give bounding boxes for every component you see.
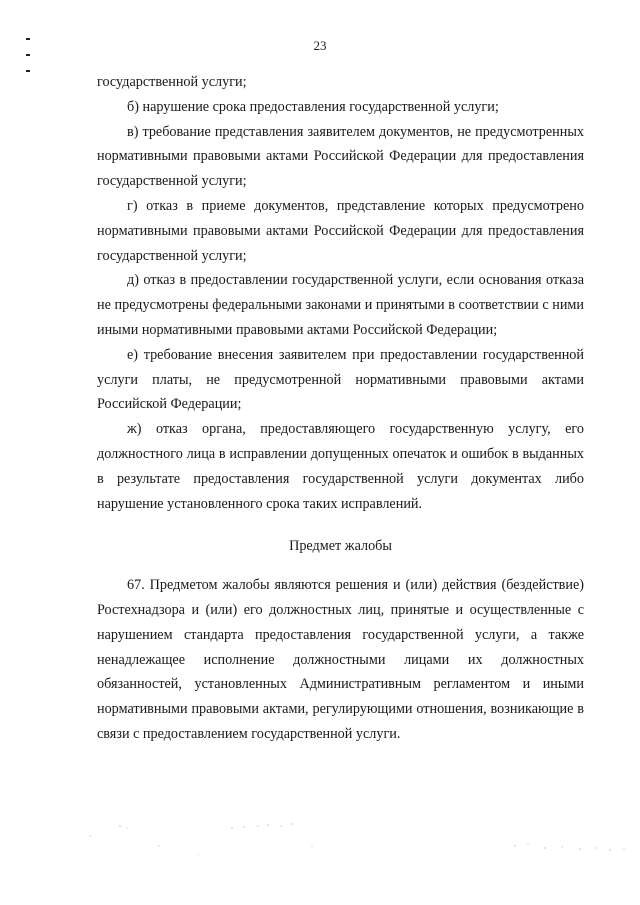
margin-mark (26, 70, 30, 72)
margin-mark (26, 54, 30, 56)
margin-marks (26, 38, 32, 86)
paragraph-67: 67. Предметом жалобы являются решения и (или) действия (бездействие) Ростехнадзора и (или) его должностных лиц, принятые и осуществленные с нарушением стандарта предоставления государственной услуги, а также ненадлежащее исполнение должностными лицами их должностных обязанностей, установленных Административным регламентом и иными нормативными правовыми актами, регулирующими отношения, возникающие в связи с предоставлением государственной услуги. (97, 577, 584, 742)
paragraph-continuation: государственной услуги; (97, 74, 247, 90)
paragraph-item-d: д) отказ в предоставлении государственной услуги, если основания отказа не предусмотрены федеральными законами и принятыми в соответствии с ними иными нормативными правовыми актами Российской Федерации; (97, 272, 584, 338)
paragraph-item-g: г) отказ в приеме документов, представление которых предусмотрено нормативными правовыми актами Российской Федерации для предоставления государственной услуги; (97, 197, 584, 264)
page-number: 23 (313, 38, 327, 53)
margin-mark (26, 38, 30, 40)
paragraph-item-zh: ж) отказ органа, предоставляющего государственную услугу, его должностного лица в исправлении допущенных опечаток и ошибок в выданных в результате предоставления государственной услуги документах либо нарушение установленного срока таких исправлений. (97, 421, 584, 512)
paragraph-item-b: б) нарушение срока предоставления государственной услуги; (127, 98, 499, 115)
paragraph-item-e: е) требование внесения заявителем при предоставлении государственной услуги платы, не предусмотренной нормативными правовыми актами Российской Федерации; (97, 346, 584, 413)
document-body (97, 70, 584, 747)
section-heading: Предмет жалобы (289, 538, 392, 555)
paragraph-item-v: в) требование представления заявителем документов, не предусмотренных нормативными правовыми актами Российской Федерации для предоставления государственной услуги; (97, 123, 584, 190)
